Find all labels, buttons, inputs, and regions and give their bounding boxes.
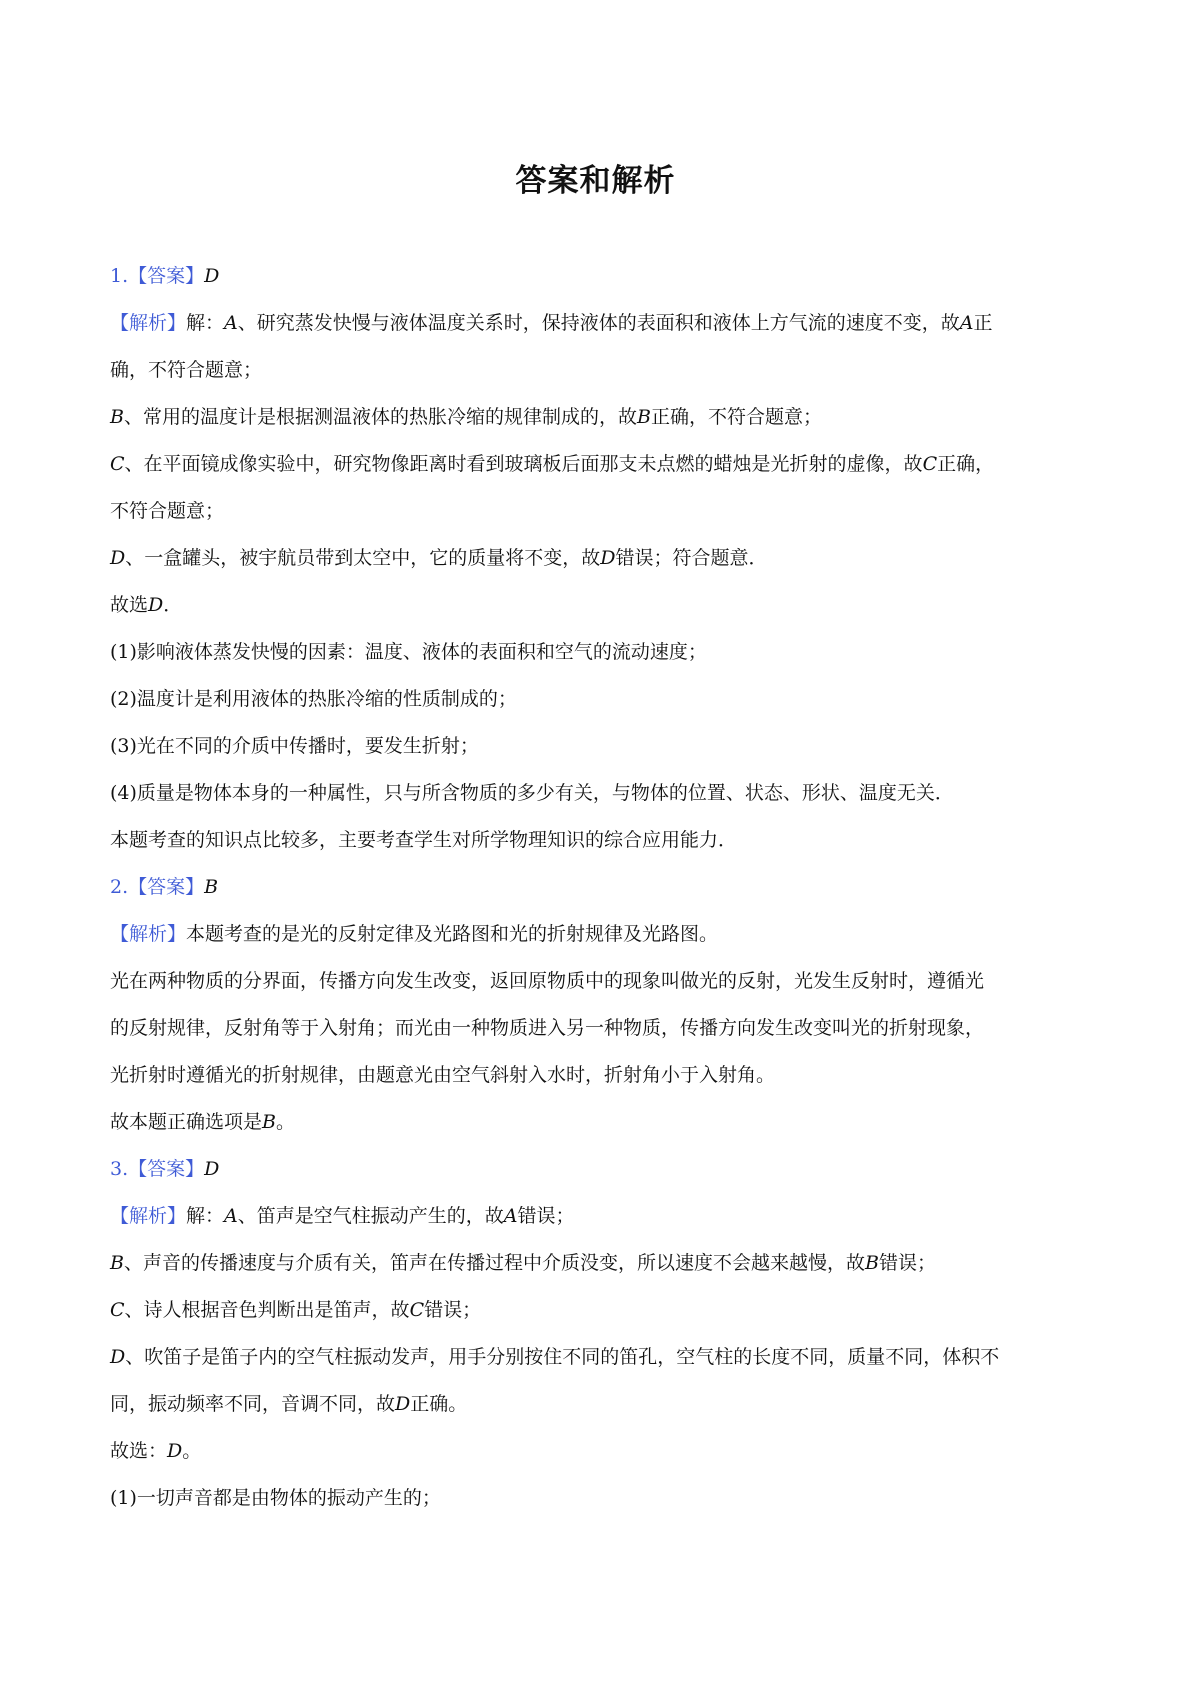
text: 同，振动频率不同，音调不同，故: [110, 1393, 396, 1415]
text: 正: [973, 312, 993, 334]
q1-point-1: (1)影响液体蒸发快慢的因素：温度、液体的表面积和空气的流动速度；: [110, 641, 707, 663]
q2-analysis-tag: 【解析】: [110, 923, 187, 945]
q3-number: 3.: [110, 1158, 129, 1180]
text: 正确。: [410, 1393, 468, 1415]
q3-answer-value: D: [204, 1158, 220, 1180]
q3-answer-heading: [110, 1155, 1090, 1183]
text: 正确，不符合题意；: [650, 406, 822, 428]
text: 错误；符合题意．: [615, 547, 768, 569]
text: 、吹笛子是笛子内的空气柱振动发声，用手分别按住不同的笛孔，空气柱的长度不同，质量不同，体积不: [125, 1346, 1000, 1368]
text: 故本题正确选项是: [110, 1111, 263, 1133]
var: D: [600, 547, 616, 569]
text: 故选: [110, 594, 149, 616]
q1-point-3: (3)光在不同的介质中传播时，要发生折射；: [110, 735, 479, 757]
q1-analysis-tag: 【解析】: [110, 312, 187, 334]
q1-summary: 本题考查的知识点比较多，主要考查学生对所学物理知识的综合应用能力．: [110, 829, 738, 851]
text: 。: [182, 1440, 202, 1462]
text: 错误；: [517, 1205, 575, 1227]
text: 、声音的传播速度与介质有关，笛声在传播过程中介质没变，所以速度不会越来越慢，故: [123, 1252, 865, 1274]
var: D: [148, 594, 164, 616]
q2-number: 2.: [110, 876, 129, 898]
q1-point-4: (4)质量是物体本身的一种属性，只与所含物质的多少有关，与物体的位置、状态、形状、温度无关．: [110, 782, 954, 804]
q3-analysis-line-4: [110, 1343, 1090, 1371]
q1-analysis-line-4: [110, 450, 1090, 478]
var: D: [395, 1393, 411, 1415]
q1-analysis-line-6: [110, 544, 1090, 572]
q1-analysis-line-5: 不符合题意；: [110, 500, 225, 522]
text: 、笛声是空气柱振动产生的，故: [237, 1205, 504, 1227]
var: C: [110, 1299, 125, 1321]
q2-answer-heading: [110, 873, 1090, 901]
q3-analysis-line-1: [110, 1202, 1090, 1230]
var: D: [167, 1440, 183, 1462]
text: 解：: [186, 312, 225, 334]
q2-conclusion: [110, 1108, 1090, 1136]
q1-number: 1.: [110, 265, 129, 287]
q2-analysis-line-1: [110, 920, 1090, 948]
var: A: [503, 1205, 518, 1227]
var: B: [110, 406, 124, 428]
text: 、研究蒸发快慢与液体温度关系时，保持液体的表面积和液体上方气流的速度不变，故: [237, 312, 960, 334]
q1-conclusion: [110, 591, 1090, 619]
q3-analysis-line-2: [110, 1249, 1090, 1277]
var: D: [110, 1346, 126, 1368]
var: C: [409, 1299, 425, 1321]
text: 解：: [186, 1205, 225, 1227]
q3-answer-tag: 【答案】: [128, 1158, 205, 1180]
q2-answer-tag: 【答案】: [128, 876, 205, 898]
q1-analysis-line-2: 确，不符合题意；: [110, 359, 263, 381]
var: D: [110, 547, 126, 569]
var: A: [224, 312, 238, 334]
q2-analysis-line-2: 光在两种物质的分界面，传播方向发生改变，返回原物质中的现象叫做光的反射，光发生反射时，遵循光: [110, 970, 985, 992]
text: 错误；: [424, 1299, 482, 1321]
q1-answer-heading: [110, 262, 1090, 290]
answer-content: [110, 262, 1090, 1531]
var: A: [224, 1205, 238, 1227]
q3-analysis-line-5: [110, 1390, 1090, 1418]
var: C: [922, 453, 938, 475]
q1-analysis-line-3: [110, 403, 1090, 431]
text: 正确，: [937, 453, 995, 475]
text: 、常用的温度计是根据测温液体的热胀冷缩的规律制成的，故: [123, 406, 637, 428]
text: 、在平面镜成像实验中，研究物像距离时看到玻璃板后面那支未点燃的蜡烛是光折射的虚像，故: [124, 453, 923, 475]
var: A: [959, 312, 974, 334]
var: B: [864, 1252, 879, 1274]
text: 、一盒罐头，被宇航员带到太空中，它的质量将不变，故: [125, 547, 601, 569]
q1-analysis-line-1: [110, 309, 1090, 337]
q2-analysis-line-4: 光折射时遵循光的折射规律，由题意光由空气斜射入水时，折射角小于入射角。: [110, 1064, 776, 1086]
page-title: 答案和解析: [515, 163, 676, 199]
var: B: [110, 1252, 124, 1274]
text: 错误；: [878, 1252, 936, 1274]
text: 故选：: [110, 1440, 168, 1462]
q1-answer-value: D: [204, 265, 220, 287]
text: 、诗人根据音色判断出是笛声，故: [124, 1299, 410, 1321]
text: 。: [275, 1111, 295, 1133]
q2-analysis-line-3: 的反射规律，反射角等于入射角；而光由一种物质进入另一种物质，传播方向发生改变叫光的折射现象，: [110, 1017, 985, 1039]
text: ．: [163, 594, 183, 616]
var: C: [110, 453, 125, 475]
q1-point-2: (2)温度计是利用液体的热胀冷缩的性质制成的；: [110, 688, 517, 710]
q2-answer-value: B: [204, 876, 219, 898]
q3-point-1: (1)一切声音都是由物体的振动产生的；: [110, 1487, 441, 1509]
q3-analysis-tag: 【解析】: [110, 1205, 187, 1227]
q1-answer-tag: 【答案】: [128, 265, 205, 287]
var: B: [636, 406, 651, 428]
text: 本题考查的是光的反射定律及光路图和光的折射规律及光路图。: [186, 923, 719, 945]
q3-conclusion: [110, 1437, 1090, 1465]
q3-analysis-line-3: [110, 1296, 1090, 1324]
var: B: [262, 1111, 276, 1133]
